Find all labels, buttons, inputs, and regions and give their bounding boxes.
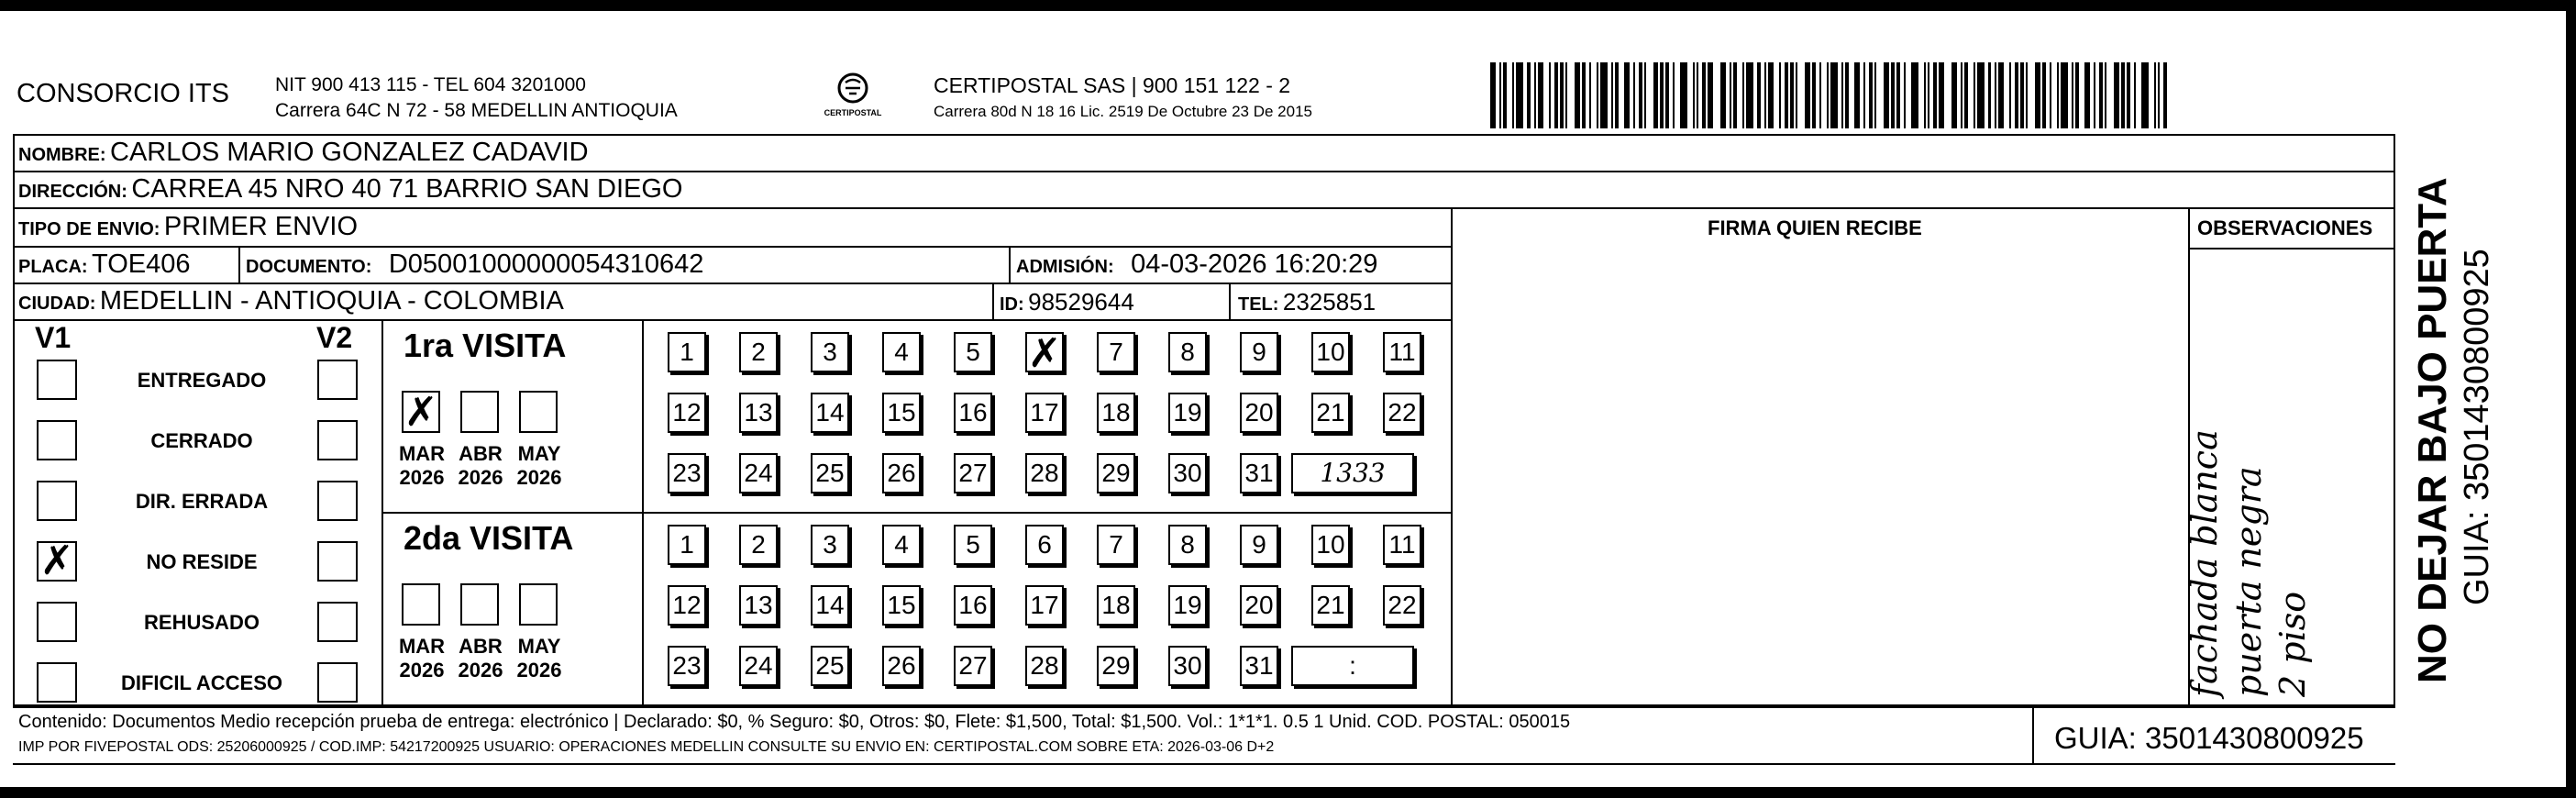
tel-value: 2325851 [1282, 288, 1376, 316]
barcode-bar [1995, 62, 1996, 128]
barcode-bar [1615, 62, 1619, 128]
year-label: 2026 [399, 466, 445, 489]
id-label: ID: [1000, 294, 1024, 315]
barcode-bar [1503, 62, 1507, 128]
barcode-bar [1896, 62, 1900, 128]
day-box[interactable]: 29 [1097, 646, 1135, 686]
status-v2-checkbox[interactable] [317, 541, 358, 582]
admision-value: 04-03-2026 16:20:29 [1131, 249, 1378, 279]
barcode-bar [2075, 62, 2079, 128]
barcode-bar [1911, 62, 1918, 128]
visit1-title: 1ra VISITA [404, 327, 567, 364]
day-box[interactable] [1025, 330, 1064, 377]
status-v2-checkbox[interactable] [317, 481, 358, 521]
day-box[interactable]: 11 [1383, 332, 1421, 372]
barcode-bar [2121, 62, 2125, 128]
observaciones-label: OBSERVACIONES [2197, 216, 2373, 239]
barcode-bar [1790, 62, 1794, 128]
day-box[interactable]: 31 [1240, 453, 1278, 493]
day-box[interactable]: 18 [1097, 393, 1135, 433]
barcode-bar [1708, 62, 1713, 128]
direccion-value: CARREA 45 NRO 40 71 BARRIO SAN DIEGO [131, 174, 683, 204]
barcode-bar [2084, 62, 2090, 128]
top-border [0, 0, 2576, 11]
admision-label: ADMISIÓN: [1016, 257, 1114, 277]
barcode-bar [1499, 62, 1501, 128]
barcode-bar [1779, 62, 1781, 128]
barcode-bar [2114, 62, 2119, 128]
day-box[interactable]: 19 [1168, 393, 1207, 433]
right-border [2566, 0, 2576, 798]
barcode-bar [1939, 62, 1944, 128]
month-checkbox[interactable] [402, 389, 440, 436]
barcode-bar [1841, 62, 1843, 128]
year-label: 2026 [399, 659, 445, 682]
barcode-bar [1884, 62, 1889, 128]
barcode-bar [1812, 62, 1816, 128]
barcode-bar [2026, 62, 2028, 128]
footer-line-2: IMP POR FIVEPOSTAL ODS: 25206000925 / COD.IMP: 54217200925 USUARIO: OPERACIONES MEDELLIN CONSULTE SU ENVIO EN: CERTIPOSTAL.COM SOBRE ETA: 2026-03-06 D+2 [18, 739, 1275, 755]
day-box[interactable]: 5 [954, 525, 992, 565]
day-box[interactable]: 9 [1240, 525, 1278, 565]
day-box[interactable]: 4 [882, 525, 921, 565]
nombre-value: CARLOS MARIO GONZALEZ CADAVID [110, 138, 589, 167]
time-box[interactable]: 1333 [1291, 453, 1414, 493]
barcode-bar [2127, 62, 2130, 128]
bottom-border [0, 787, 2576, 798]
barcode-bar [1660, 62, 1664, 128]
day-box[interactable]: 10 [1311, 525, 1350, 565]
month-label: MAR [398, 442, 446, 465]
barcode-bar [1977, 62, 1985, 128]
status-label: DIFICIL ACCESO [120, 671, 282, 694]
placa-value: TOE406 [92, 249, 191, 279]
barcode-bar [2042, 62, 2046, 128]
barcode-bar [2061, 62, 2068, 128]
status-label: CERRADO [150, 429, 253, 452]
side-guia: GUIA: 3501430800925 [2458, 249, 2496, 605]
barcode-bar [1928, 62, 1929, 128]
day-box[interactable]: 18 [1097, 585, 1135, 626]
day-box[interactable]: 9 [1240, 332, 1278, 372]
day-box[interactable]: 13 [739, 585, 778, 626]
barcode-bar [2099, 62, 2103, 128]
tipo-envio-label: TIPO DE ENVIO: [18, 219, 160, 239]
ciudad-label: CIUDAD: [18, 294, 96, 314]
barcode-bar [1560, 62, 1564, 128]
barcode-bar [1697, 62, 1698, 128]
id-value: 98529644 [1028, 288, 1134, 316]
company-address: Carrera 64C N 72 - 58 MEDELLIN ANTIOQUIA [275, 100, 678, 121]
day-box[interactable]: 13 [739, 393, 778, 433]
tipo-envio-value: PRIMER ENVIO [163, 212, 359, 241]
barcode-bar [1720, 62, 1726, 128]
day-box[interactable]: 23 [668, 453, 706, 493]
logo-text: CERTIPOSTAL [824, 108, 882, 117]
day-box[interactable]: 5 [954, 332, 992, 372]
day-box[interactable]: 19 [1168, 585, 1207, 626]
barcode-bar [1653, 62, 1659, 128]
status-v1-checkbox[interactable] [37, 538, 77, 584]
month-label: MAY [517, 442, 561, 465]
status-label: DIR. ERRADA [135, 490, 269, 513]
status-v1-checkbox[interactable] [37, 662, 77, 703]
day-box[interactable]: 15 [882, 585, 921, 626]
year-label: 2026 [458, 466, 503, 489]
barcode [1490, 62, 2169, 128]
barcode-bar [1600, 62, 1608, 128]
barcode-bar [1549, 62, 1551, 128]
carrier-line: CERTIPOSTAL SAS | 900 151 122 - 2 [934, 73, 1291, 97]
barcode-bar [1565, 62, 1567, 128]
barcode-bar [1805, 62, 1810, 128]
barcode-bar [2141, 62, 2149, 128]
month-label: ABR [459, 442, 503, 465]
barcode-bar [1611, 62, 1613, 128]
checkmark-x-icon: ✗ [39, 538, 74, 584]
barcode-bar [1869, 62, 1873, 128]
obs-line-3: 2 piso [2272, 591, 2313, 697]
day-box[interactable]: 4 [882, 332, 921, 372]
documento-value: D05001000000054310642 [388, 249, 704, 279]
ciudad-value: MEDELLIN - ANTIOQUIA - COLOMBIA [99, 286, 564, 316]
barcode-bar [1534, 62, 1536, 128]
status-v2-checkbox[interactable] [317, 360, 358, 400]
barcode-bar [1796, 62, 1797, 128]
day-box[interactable]: 22 [1383, 585, 1421, 626]
day-box[interactable]: 17 [1025, 393, 1064, 433]
footer-line-1: Contenido: Documentos Medio recepción prueba de entrega: electrónico | Declarado: $0, % Seguro: $0, Otros: $0, Flete: $1,500, Total: $1,500. Vol.: 1*1*1. 0.5 1 Unid. COD. POSTAL: 050015 [18, 712, 1571, 732]
barcode-bar [2057, 62, 2059, 128]
company-nit: NIT 900 413 115 - TEL 604 3201000 [275, 74, 586, 95]
observaciones-handwriting [2183, 294, 2384, 697]
status-label: ENTREGADO [137, 369, 267, 392]
barcode-bar [1827, 62, 1829, 128]
firma-label: FIRMA QUIEN RECIBE [1708, 216, 1922, 239]
day-box[interactable]: 20 [1240, 393, 1278, 433]
checkmark-x-icon: ✗ [1027, 330, 1062, 377]
barcode-bar [1589, 62, 1591, 128]
year-label: 2026 [458, 659, 503, 682]
day-box[interactable]: 11 [1383, 525, 1421, 565]
month-checkbox[interactable] [460, 583, 499, 626]
day-box[interactable]: 2 [739, 332, 778, 372]
barcode-bar [1819, 62, 1821, 128]
footer-guia: GUIA: 3501430800925 [2054, 721, 2364, 755]
barcode-bar [1516, 62, 1523, 128]
barcode-bar [1512, 62, 1514, 128]
status-v1-checkbox[interactable] [37, 420, 77, 460]
v2-header: V2 [316, 321, 353, 354]
day-box[interactable]: 12 [668, 393, 706, 433]
barcode-bar [1874, 62, 1876, 128]
day-box[interactable]: 17 [1025, 585, 1064, 626]
day-box[interactable]: 31 [1240, 646, 1278, 686]
status-v2-checkbox[interactable] [317, 602, 358, 642]
day-box[interactable]: 14 [811, 393, 849, 433]
barcode-bar [1693, 62, 1695, 128]
month-label: MAR [398, 635, 446, 658]
status-label: NO RESIDE [146, 550, 258, 573]
barcode-bar [2105, 62, 2106, 128]
day-box[interactable]: 8 [1168, 332, 1207, 372]
day-box[interactable]: 6 [1025, 525, 1064, 565]
tel-label: TEL: [1238, 294, 1279, 315]
barcode-bar [1988, 62, 1992, 128]
barcode-bar [1757, 62, 1761, 128]
barcode-bar [1597, 62, 1598, 128]
day-box[interactable]: 25 [811, 646, 849, 686]
barcode-bar [2094, 62, 2095, 128]
day-box[interactable]: 21 [1311, 393, 1350, 433]
day-box[interactable]: 16 [954, 393, 992, 433]
barcode-bar [2035, 62, 2040, 128]
month-checkbox[interactable] [519, 583, 558, 626]
day-box[interactable]: 26 [882, 453, 921, 493]
barcode-bar [1644, 62, 1646, 128]
obs-line-2: puerta negra [2228, 466, 2269, 697]
barcode-bar [1785, 62, 1788, 128]
barcode-bar [1742, 62, 1744, 128]
barcode-bar [2020, 62, 2024, 128]
barcode-bar [2158, 62, 2160, 128]
day-box[interactable]: 15 [882, 393, 921, 433]
month-label: MAY [517, 635, 561, 658]
barcode-bar [1702, 62, 1706, 128]
direccion-label: DIRECCIÓN: [18, 182, 127, 202]
company-name: CONSORCIO ITS [17, 79, 230, 108]
barcode-bar [1575, 62, 1580, 128]
barcode-bar [1845, 62, 1849, 128]
month-checkbox[interactable] [402, 583, 440, 626]
barcode-bar [1538, 62, 1543, 128]
status-v2-checkbox[interactable] [317, 420, 358, 460]
barcode-bar [1673, 62, 1675, 128]
barcode-bar [2163, 62, 2167, 128]
year-label: 2026 [516, 466, 562, 489]
side-warning: NO DEJAR BAJO PUERTA [2410, 177, 2455, 683]
day-box[interactable]: 28 [1025, 646, 1064, 686]
day-box[interactable]: 29 [1097, 453, 1135, 493]
day-box[interactable]: 26 [882, 646, 921, 686]
barcode-bar [1768, 62, 1774, 128]
barcode-bar [1998, 62, 2004, 128]
placa-label: PLACA: [18, 257, 88, 277]
status-v1-checkbox[interactable] [37, 360, 77, 400]
barcode-bar [1730, 62, 1731, 128]
barcode-bar [2072, 62, 2073, 128]
day-box[interactable]: 23 [668, 646, 706, 686]
day-box[interactable]: 2 [739, 525, 778, 565]
barcode-bar [1746, 62, 1753, 128]
day-box[interactable]: 8 [1168, 525, 1207, 565]
month-checkbox[interactable] [460, 391, 499, 433]
barcode-bar [1527, 62, 1531, 128]
barcode-bar [1490, 62, 1496, 128]
day-box[interactable]: 28 [1025, 453, 1064, 493]
barcode-bar [2050, 62, 2051, 128]
nombre-label: NOMBRE: [18, 145, 106, 165]
day-box[interactable]: 10 [1311, 332, 1350, 372]
barcode-bar [1961, 62, 1962, 128]
barcode-bar [2154, 62, 2156, 128]
day-box[interactable]: 16 [954, 585, 992, 626]
visit2-title: 2da VISITA [404, 519, 574, 557]
day-box[interactable]: 24 [739, 453, 778, 493]
day-box[interactable]: 14 [811, 585, 849, 626]
barcode-bar [1665, 62, 1669, 128]
barcode-bar [1554, 62, 1558, 128]
day-box[interactable]: 1 [668, 525, 706, 565]
barcode-bar [1904, 62, 1906, 128]
barcode-bar [1639, 62, 1642, 128]
barcode-bar [1933, 62, 1937, 128]
barcode-bar [2009, 62, 2011, 128]
barcode-bar [1733, 62, 1737, 128]
barcode-bar [1891, 62, 1895, 128]
day-box[interactable]: 7 [1097, 332, 1135, 372]
barcode-bar [2134, 62, 2136, 128]
barcode-bar [1582, 62, 1586, 128]
barcode-bar [1951, 62, 1957, 128]
day-box[interactable]: 30 [1168, 646, 1207, 686]
checkmark-x-icon: ✗ [404, 389, 438, 436]
barcode-bar [1624, 62, 1630, 128]
day-box[interactable]: 7 [1097, 525, 1135, 565]
day-box[interactable]: 24 [739, 646, 778, 686]
day-box[interactable]: 21 [1311, 585, 1350, 626]
barcode-bar [1924, 62, 1926, 128]
day-box[interactable]: 27 [954, 453, 992, 493]
month-checkbox[interactable] [519, 391, 558, 433]
barcode-bar [1973, 62, 1975, 128]
day-box[interactable]: 1 [668, 332, 706, 372]
day-box[interactable]: 30 [1168, 453, 1207, 493]
barcode-bar [2015, 62, 2018, 128]
status-label: REHUSADO [144, 611, 260, 634]
barcode-bar [1680, 62, 1687, 128]
barcode-bar [1854, 62, 1860, 128]
day-box[interactable]: 20 [1240, 585, 1278, 626]
documento-label: DOCUMENTO: [246, 257, 372, 277]
year-label: 2026 [516, 659, 562, 682]
license-line: Carrera 80d N 18 16 Lic. 2519 De Octubre 23 De 2015 [934, 103, 1312, 120]
barcode-bar [1830, 62, 1838, 128]
status-v1-checkbox[interactable] [37, 602, 77, 642]
month-label: ABR [459, 635, 503, 658]
v1-header: V1 [35, 321, 72, 354]
status-v2-checkbox[interactable] [317, 662, 358, 703]
barcode-bar [1964, 62, 1968, 128]
day-box[interactable]: 22 [1383, 393, 1421, 433]
day-box[interactable]: 25 [811, 453, 849, 493]
certipostal-logo [807, 70, 899, 125]
barcode-bar [1633, 62, 1635, 128]
obs-line-1: fachada blanca [2184, 429, 2225, 697]
day-box[interactable]: 3 [811, 332, 849, 372]
day-box[interactable]: 27 [954, 646, 992, 686]
time-box[interactable]: : [1291, 646, 1414, 686]
day-box[interactable]: 3 [811, 525, 849, 565]
barcode-bar [1863, 62, 1865, 128]
status-v1-checkbox[interactable] [37, 481, 77, 521]
day-box[interactable]: 12 [668, 585, 706, 626]
barcode-bar [1764, 62, 1766, 128]
